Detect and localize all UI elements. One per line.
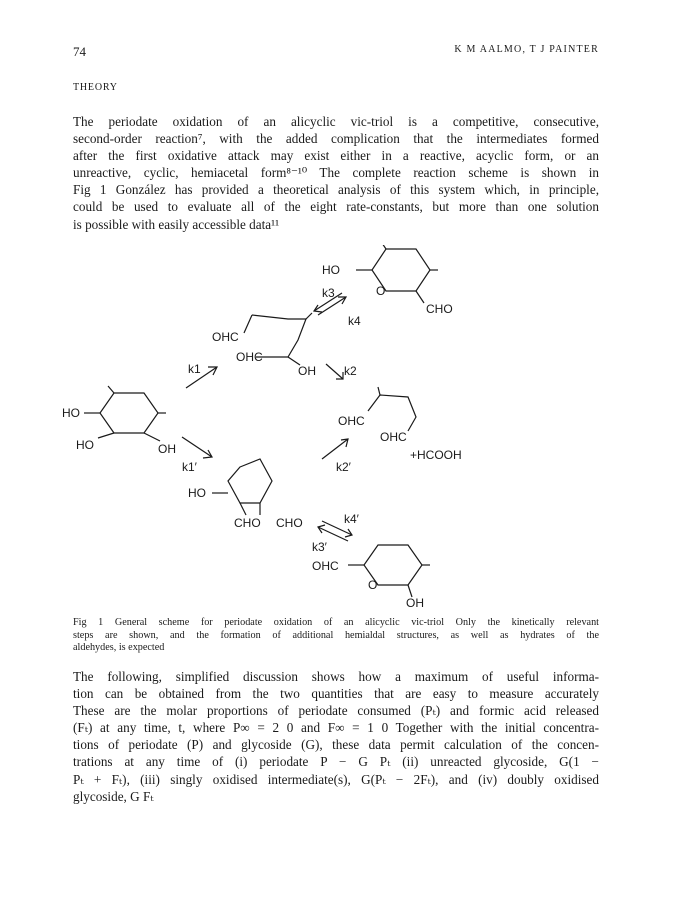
label-k3: k3	[322, 286, 335, 300]
label-cho-low2: CHO	[276, 516, 303, 530]
label-k2: k2	[344, 364, 357, 378]
label-ohc-mid2: OHC	[236, 350, 263, 364]
paragraph-line: These are the molar proportions of periodate consumed (Pₜ) and formic acid released	[73, 703, 599, 719]
chain-intermediate-2	[228, 459, 272, 503]
paragraph-line: Pₜ + Fₜ), (iii) singly oxidised intermediate(s), G(Pₜ − 2Fₜ), and (iv) doubly oxidised	[73, 771, 599, 787]
caption-line: steps are shown, and the formation of additional hemialdal structures, as well as hydrates of the	[73, 629, 599, 641]
figure-caption	[73, 617, 599, 655]
label-ho-left2: HO	[76, 438, 94, 452]
paragraph-line: (Fₜ) at any time, t, where P∞ = 2 0 and F∞ = 1 0 Together with the initial concentra-	[73, 720, 599, 736]
paragraph-line: Fig 1 González has provided a theoretical analysis of this system which, in principle,	[73, 182, 599, 198]
label-k3-prime: k3′	[312, 540, 327, 554]
label-cho-top: CHO	[426, 302, 453, 316]
paragraph-line: tion can be obtained from the two quantities that are easy to measure accurately	[73, 686, 599, 702]
paragraph-line: is possible with easily accessible data¹¹	[73, 216, 280, 232]
caption-line: aldehydes, is expected	[73, 642, 165, 654]
page-number: 74	[73, 44, 86, 59]
label-k4: k4	[348, 314, 361, 328]
paragraph-theory	[73, 113, 599, 233]
label-ho-left1: HO	[62, 406, 80, 420]
section-heading: THEORY	[73, 82, 118, 93]
label-k1-prime: k1′	[182, 460, 197, 474]
label-ohc-right2: OHC	[380, 430, 407, 444]
paragraph-line: The following, simplified discussion shows how a maximum of useful informa-	[73, 669, 599, 684]
label-k4-prime: k4′	[344, 512, 359, 526]
paragraph-line: unreactive, cyclic, hemiacetal form⁸⁻¹⁰ The complete reaction scheme is shown in	[73, 165, 599, 181]
label-ohc-bottom: OHC	[312, 559, 339, 573]
label-oh-left: OH	[158, 442, 176, 456]
paragraph-line: could be used to evaluate all of the eight rate-constants, but more than one solution	[73, 199, 599, 215]
label-ohc-right1: OHC	[338, 414, 365, 428]
label-oh-mid: OH	[298, 364, 316, 378]
label-ring-o-top: O	[376, 284, 386, 298]
paragraph-line: second-order reaction⁷, with the added complication that the intermediates formed	[73, 131, 599, 147]
reaction-scheme-diagram	[60, 245, 620, 615]
reaction-scheme-figure	[60, 245, 620, 615]
label-k2-prime: k2′	[336, 460, 351, 474]
label-hcooh: +HCOOH	[410, 448, 462, 462]
label-ring-o-bottom: O	[368, 578, 378, 592]
paragraph-line: glycoside, G Fₜ	[73, 788, 154, 804]
caption-line: Fig 1 General scheme for periodate oxidation of an alicyclic vic-triol Only the kinetically relevant	[73, 617, 599, 628]
paragraph-line: tions of periodate (P) and glycoside (G), these data permit calculation of the concen-	[73, 737, 599, 753]
ring-starting-triol	[100, 393, 158, 433]
label-cho-low1: CHO	[234, 516, 261, 530]
label-ho-top: HO	[322, 263, 340, 277]
paragraph-discussion	[73, 668, 599, 805]
chain-doubly-oxidised	[368, 395, 416, 431]
paragraph-line: after the first oxidative attack may exist either in a reactive, acyclic form, or an	[73, 148, 599, 164]
label-k1: k1	[188, 362, 201, 376]
label-ho-low: HO	[188, 486, 206, 500]
paragraph-line: trations at any time of (i) periodate P − G Pₜ (ii) unreacted glycoside, G(1 −	[73, 754, 599, 770]
running-head	[73, 44, 599, 60]
paragraph-line: The periodate oxidation of an alicyclic vic-triol is a competitive, consecutive,	[73, 114, 599, 129]
label-oh-bottom: OH	[406, 596, 424, 610]
label-ohc-mid1: OHC	[212, 330, 239, 344]
running-head-authors: K M AALMO, T J PAINTER	[454, 44, 599, 55]
